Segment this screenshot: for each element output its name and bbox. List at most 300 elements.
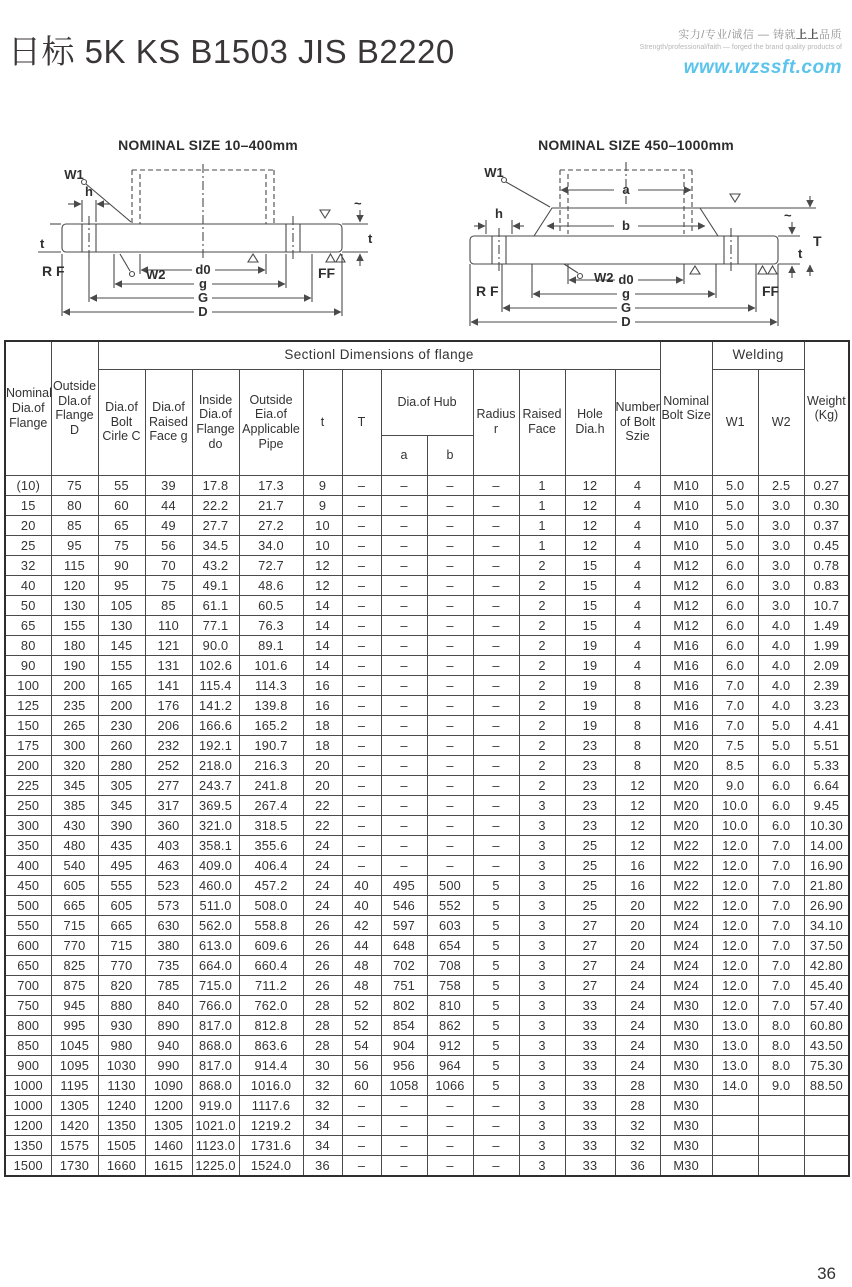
table-cell: 56 — [145, 535, 192, 555]
table-cell: 19 — [565, 635, 615, 655]
table-cell: 16.90 — [804, 855, 849, 875]
table-cell: 115.4 — [192, 675, 239, 695]
table-cell: – — [381, 815, 427, 835]
table-cell: 75 — [98, 535, 145, 555]
label-t-right: t — [368, 231, 373, 246]
table-row — [5, 695, 849, 715]
table-cell: 37.50 — [804, 935, 849, 955]
table-cell: 630 — [145, 915, 192, 935]
table-cell: 940 — [145, 1035, 192, 1055]
table-cell: 8 — [615, 755, 660, 775]
table-cell: 1305 — [51, 1095, 98, 1115]
table-cell: 2 — [519, 555, 565, 575]
table-cell: 24 — [615, 995, 660, 1015]
table-cell: 1.49 — [804, 615, 849, 635]
table-cell: 702 — [381, 955, 427, 975]
table-cell: 12 — [615, 795, 660, 815]
table-cell: 15 — [565, 595, 615, 615]
table-cell: 34.5 — [192, 535, 239, 555]
table-cell: (10) — [5, 475, 51, 495]
table-cell: M12 — [660, 595, 712, 615]
col-header-bolt-size: Nominal Bolt Size — [660, 341, 712, 475]
table-cell: 7.0 — [758, 975, 804, 995]
table-cell: 7.0 — [758, 935, 804, 955]
table-cell: 200 — [5, 755, 51, 775]
table-cell: 2.09 — [804, 655, 849, 675]
table-cell: – — [342, 1135, 381, 1155]
table-cell: M12 — [660, 615, 712, 635]
table-cell: 5.33 — [804, 755, 849, 775]
table-cell: 44 — [342, 935, 381, 955]
table-cell: 89.1 — [239, 635, 303, 655]
table-cell: 3.23 — [804, 695, 849, 715]
table-cell: – — [473, 795, 519, 815]
table-cell: – — [427, 735, 473, 755]
col-header-raised-face-g: Dia.of Raised Face g — [145, 369, 192, 475]
table-cell: – — [342, 795, 381, 815]
flange-diagram-small-icon — [34, 158, 382, 330]
col-header-outside-d: Outside Dla.of Flange D — [51, 341, 98, 475]
table-cell: 16 — [615, 855, 660, 875]
table-cell: 27 — [565, 955, 615, 975]
table-cell: 1 — [519, 515, 565, 535]
table-cell: 23 — [565, 775, 615, 795]
table-cell: 28 — [615, 1075, 660, 1095]
col-header-bolt-circle: Dia.of Bolt Cirle C — [98, 369, 145, 475]
table-cell: 33 — [565, 1015, 615, 1035]
table-cell: M30 — [660, 1015, 712, 1035]
table-cell: 390 — [98, 815, 145, 835]
table-cell: 192.1 — [192, 735, 239, 755]
table-cell: 241.8 — [239, 775, 303, 795]
table-cell: 3 — [519, 855, 565, 875]
table-cell: 5 — [473, 1075, 519, 1095]
table-cell: 121 — [145, 635, 192, 655]
table-row — [5, 795, 849, 815]
table-cell: 90.0 — [192, 635, 239, 655]
table-cell: 600 — [5, 935, 51, 955]
table-cell: 1130 — [98, 1075, 145, 1095]
table-cell: 3.0 — [758, 595, 804, 615]
label-h: h — [85, 184, 93, 199]
table-cell: 552 — [427, 895, 473, 915]
table-cell: 20 — [615, 935, 660, 955]
table-cell: – — [427, 675, 473, 695]
table-cell: 995 — [51, 1015, 98, 1035]
table-cell: – — [427, 595, 473, 615]
table-cell: M24 — [660, 955, 712, 975]
table-cell: 115 — [51, 555, 98, 575]
table-cell: M10 — [660, 535, 712, 555]
table-cell: – — [473, 515, 519, 535]
table-cell: 12.0 — [712, 995, 758, 1015]
table-cell: – — [342, 555, 381, 575]
table-cell: 2 — [519, 575, 565, 595]
table-cell: M30 — [660, 995, 712, 1015]
table-cell: 166.6 — [192, 715, 239, 735]
table-cell: 43.50 — [804, 1035, 849, 1055]
table-cell: 3 — [519, 995, 565, 1015]
table-cell: 250 — [5, 795, 51, 815]
table-cell: – — [381, 475, 427, 495]
table-cell: – — [381, 695, 427, 715]
table-cell: 10.30 — [804, 815, 849, 835]
table-cell: 6.0 — [712, 555, 758, 575]
table-cell: 511.0 — [192, 895, 239, 915]
label-b: b — [622, 218, 630, 233]
table-cell: 52 — [342, 1015, 381, 1035]
table-cell: 24 — [303, 835, 342, 855]
table-cell: 2 — [519, 695, 565, 715]
table-cell: 10 — [303, 535, 342, 555]
table-cell: 77.1 — [192, 615, 239, 635]
table-cell: 3 — [519, 1015, 565, 1035]
table-cell: 8 — [615, 715, 660, 735]
table-cell: 12.0 — [712, 975, 758, 995]
table-cell: 2 — [519, 595, 565, 615]
table-cell: 3.0 — [758, 515, 804, 535]
flange-cross-section — [38, 164, 368, 277]
table-cell: – — [473, 1115, 519, 1135]
table-cell: 4 — [615, 615, 660, 635]
table-cell: 4 — [615, 575, 660, 595]
table-cell: 230 — [98, 715, 145, 735]
table-cell: 460.0 — [192, 875, 239, 895]
table-cell: 17.8 — [192, 475, 239, 495]
table-cell: 715.0 — [192, 975, 239, 995]
table-cell: 23 — [565, 815, 615, 835]
table-cell: 817.0 — [192, 1055, 239, 1075]
table-cell: 33 — [565, 1055, 615, 1075]
table-cell: 463 — [145, 855, 192, 875]
table-cell: – — [381, 495, 427, 515]
table-cell: 321.0 — [192, 815, 239, 835]
table-cell: 2 — [519, 735, 565, 755]
table-cell: 42 — [342, 915, 381, 935]
table-cell: – — [381, 615, 427, 635]
table-cell: M10 — [660, 495, 712, 515]
table-cell: 715 — [98, 935, 145, 955]
table-row — [5, 875, 849, 895]
label-w1: W1 — [64, 167, 84, 182]
table-cell: 70 — [145, 555, 192, 575]
table-cell: – — [427, 795, 473, 815]
table-cell: – — [473, 715, 519, 735]
table-row — [5, 895, 849, 915]
table-cell: 820 — [98, 975, 145, 995]
table-cell: 1123.0 — [192, 1135, 239, 1155]
table-cell — [758, 1135, 804, 1155]
table-cell: – — [427, 535, 473, 555]
table-cell: 20 — [5, 515, 51, 535]
table-cell: 5.51 — [804, 735, 849, 755]
table-cell: 1505 — [98, 1135, 145, 1155]
table-cell: 345 — [51, 775, 98, 795]
col-group-hub: Dia.of Hub — [381, 369, 473, 435]
table-cell: 26 — [303, 975, 342, 995]
table-cell: 1016.0 — [239, 1075, 303, 1095]
table-cell: 812.8 — [239, 1015, 303, 1035]
table-cell: 435 — [98, 835, 145, 855]
table-cell: 8 — [615, 675, 660, 695]
table-cell: 25 — [565, 895, 615, 915]
table-cell: 18 — [303, 735, 342, 755]
table-row — [5, 495, 849, 515]
table-cell: 110 — [145, 615, 192, 635]
table-cell: 700 — [5, 975, 51, 995]
table-row — [5, 1035, 849, 1055]
table-cell: 200 — [51, 675, 98, 695]
table-cell: 6.0 — [712, 635, 758, 655]
table-cell: 850 — [5, 1035, 51, 1055]
table-cell: 9 — [303, 495, 342, 515]
table-cell: 80 — [51, 495, 98, 515]
table-cell: 605 — [98, 895, 145, 915]
table-cell: 317 — [145, 795, 192, 815]
table-cell: M20 — [660, 815, 712, 835]
table-cell: – — [473, 655, 519, 675]
table-cell: 1058 — [381, 1075, 427, 1095]
table-cell: 1117.6 — [239, 1095, 303, 1115]
table-cell: 1090 — [145, 1075, 192, 1095]
table-row — [5, 535, 849, 555]
label-t-small: t — [798, 246, 803, 261]
table-cell: 17.3 — [239, 475, 303, 495]
col-header-T: T — [342, 369, 381, 475]
table-row — [5, 995, 849, 1015]
table-cell: 1730 — [51, 1155, 98, 1176]
table-cell: – — [427, 1095, 473, 1115]
table-cell: 500 — [5, 895, 51, 915]
table-cell: 21.80 — [804, 875, 849, 895]
diagram-small-sizes — [34, 137, 382, 330]
table-row — [5, 775, 849, 795]
table-cell: – — [342, 755, 381, 775]
table-cell: – — [473, 615, 519, 635]
table-cell: 30 — [303, 1055, 342, 1075]
table-cell: 12.0 — [712, 895, 758, 915]
table-cell: 1350 — [98, 1115, 145, 1135]
table-cell: 16 — [303, 695, 342, 715]
table-cell: 145 — [98, 635, 145, 655]
table-cell: 33 — [565, 1115, 615, 1135]
table-cell: 890 — [145, 1015, 192, 1035]
table-cell: 150 — [5, 715, 51, 735]
label-G: G — [620, 300, 632, 315]
diagram-large-title: NOMINAL SIZE 450–1000mm — [538, 137, 734, 153]
table-cell: 4.0 — [758, 655, 804, 675]
table-cell: – — [342, 535, 381, 555]
table-row — [5, 615, 849, 635]
table-cell: 3 — [519, 935, 565, 955]
table-cell: 5.0 — [758, 715, 804, 735]
table-cell: 7.0 — [758, 895, 804, 915]
table-cell: M10 — [660, 515, 712, 535]
table-cell: 60.5 — [239, 595, 303, 615]
table-cell: 206 — [145, 715, 192, 735]
table-cell: 75 — [51, 475, 98, 495]
table-cell: – — [473, 555, 519, 575]
table-cell — [712, 1095, 758, 1115]
table-cell: 457.2 — [239, 875, 303, 895]
table-cell: M30 — [660, 1155, 712, 1176]
table-cell — [712, 1115, 758, 1135]
table-cell: 44 — [145, 495, 192, 515]
table-cell: 770 — [51, 935, 98, 955]
table-cell: M30 — [660, 1115, 712, 1135]
table-cell: – — [381, 775, 427, 795]
table-cell: 1000 — [5, 1075, 51, 1095]
table-cell: 26 — [303, 915, 342, 935]
brand-website: www.wzssft.com — [683, 56, 842, 78]
flange-diagram-large-icon — [448, 158, 824, 330]
table-cell: – — [381, 655, 427, 675]
table-cell: – — [427, 1155, 473, 1176]
col-header-pipe: Outside Eia.of Applicable Pipe — [239, 369, 303, 475]
table-cell: 141.2 — [192, 695, 239, 715]
table-cell: 1500 — [5, 1155, 51, 1176]
table-cell: 48 — [342, 955, 381, 975]
table-cell: 1460 — [145, 1135, 192, 1155]
table-cell: M30 — [660, 1055, 712, 1075]
table-row — [5, 555, 849, 575]
table-cell: 32 — [303, 1095, 342, 1115]
table-cell: – — [342, 715, 381, 735]
table-cell: 27.7 — [192, 515, 239, 535]
table-cell: 42.80 — [804, 955, 849, 975]
col-header-hub-b: b — [427, 435, 473, 475]
table-cell: 5.0 — [712, 475, 758, 495]
weld-symbol-icon — [768, 266, 777, 274]
table-cell: 12.0 — [712, 855, 758, 875]
table-cell: 7.0 — [712, 675, 758, 695]
table-cell: 664.0 — [192, 955, 239, 975]
table-cell: 1615 — [145, 1155, 192, 1176]
table-cell: – — [342, 655, 381, 675]
table-cell: 573 — [145, 895, 192, 915]
table-cell: 450 — [5, 875, 51, 895]
table-cell: 76.3 — [239, 615, 303, 635]
table-cell: 4.0 — [758, 635, 804, 655]
table-cell: 810 — [427, 995, 473, 1015]
table-cell: 190.7 — [239, 735, 303, 755]
table-cell: – — [427, 1135, 473, 1155]
table-cell: 33 — [565, 1135, 615, 1155]
table-cell: – — [427, 855, 473, 875]
table-cell: 3 — [519, 895, 565, 915]
table-cell: 5 — [473, 875, 519, 895]
table-cell: 758 — [427, 975, 473, 995]
table-cell: 3 — [519, 1135, 565, 1155]
table-cell: – — [427, 615, 473, 635]
table-cell: 22 — [303, 795, 342, 815]
table-cell: M16 — [660, 655, 712, 675]
table-cell: 603 — [427, 915, 473, 935]
table-cell: 7.0 — [758, 855, 804, 875]
table-cell: – — [381, 595, 427, 615]
table-cell: 12 — [615, 815, 660, 835]
table-cell: 6.0 — [712, 615, 758, 635]
table-cell: 654 — [427, 935, 473, 955]
table-cell: 919.0 — [192, 1095, 239, 1115]
table-cell: 2 — [519, 635, 565, 655]
table-cell: 5 — [473, 1035, 519, 1055]
table-cell: – — [342, 735, 381, 755]
table-cell — [758, 1115, 804, 1135]
table-cell: 1 — [519, 535, 565, 555]
col-header-radius: Radius r — [473, 369, 519, 475]
table-cell: 6.0 — [758, 775, 804, 795]
table-cell: 665 — [98, 915, 145, 935]
table-cell: 605 — [51, 875, 98, 895]
table-cell: 800 — [5, 1015, 51, 1035]
table-cell: 49.1 — [192, 575, 239, 595]
table-row — [5, 715, 849, 735]
table-cell: 3.0 — [758, 535, 804, 555]
table-cell: – — [381, 735, 427, 755]
table-cell: 75 — [145, 575, 192, 595]
table-cell: 180 — [51, 635, 98, 655]
table-cell: 1420 — [51, 1115, 98, 1135]
table-cell: 1219.2 — [239, 1115, 303, 1135]
table-cell: 12 — [565, 515, 615, 535]
table-cell: 3.0 — [758, 495, 804, 515]
table-cell: – — [473, 575, 519, 595]
table-cell: 45.40 — [804, 975, 849, 995]
table-cell: 1 — [519, 475, 565, 495]
table-cell: 25 — [5, 535, 51, 555]
table-cell — [804, 1135, 849, 1155]
table-cell: – — [473, 735, 519, 755]
table-row — [5, 1055, 849, 1075]
table-cell: – — [381, 1155, 427, 1176]
col-group-section-dimensions: Sectionl Dimensions of flange — [98, 341, 660, 369]
label-rf: R F — [476, 283, 499, 299]
table-cell: 175 — [5, 735, 51, 755]
table-cell: 770 — [98, 955, 145, 975]
table-cell: 385 — [51, 795, 98, 815]
label-t-big: T — [813, 233, 822, 249]
table-cell: 0.37 — [804, 515, 849, 535]
table-cell: 5.0 — [712, 495, 758, 515]
table-cell: M30 — [660, 1075, 712, 1095]
table-cell: 5 — [473, 955, 519, 975]
table-cell: 4.0 — [758, 695, 804, 715]
table-cell: 5.0 — [758, 735, 804, 755]
table-cell: 65 — [5, 615, 51, 635]
table-cell: 2 — [519, 615, 565, 635]
table-cell: 24 — [615, 975, 660, 995]
flange-dimensions-table — [4, 340, 850, 1177]
table-cell: 260 — [98, 735, 145, 755]
table-cell: 265 — [51, 715, 98, 735]
table-cell: M24 — [660, 915, 712, 935]
table-cell: 3 — [519, 795, 565, 815]
table-cell: 8.0 — [758, 1035, 804, 1055]
table-cell: 15 — [565, 575, 615, 595]
col-header-w2: W2 — [758, 369, 804, 475]
table-cell: 25 — [565, 835, 615, 855]
table-cell: 23 — [565, 735, 615, 755]
table-cell: 10 — [303, 515, 342, 535]
table-cell: 1095 — [51, 1055, 98, 1075]
table-cell: 26.90 — [804, 895, 849, 915]
table-cell: 3 — [519, 955, 565, 975]
table-cell: 12 — [565, 475, 615, 495]
table-cell: – — [473, 855, 519, 875]
table-cell: 200 — [98, 695, 145, 715]
table-cell: 72.7 — [239, 555, 303, 575]
